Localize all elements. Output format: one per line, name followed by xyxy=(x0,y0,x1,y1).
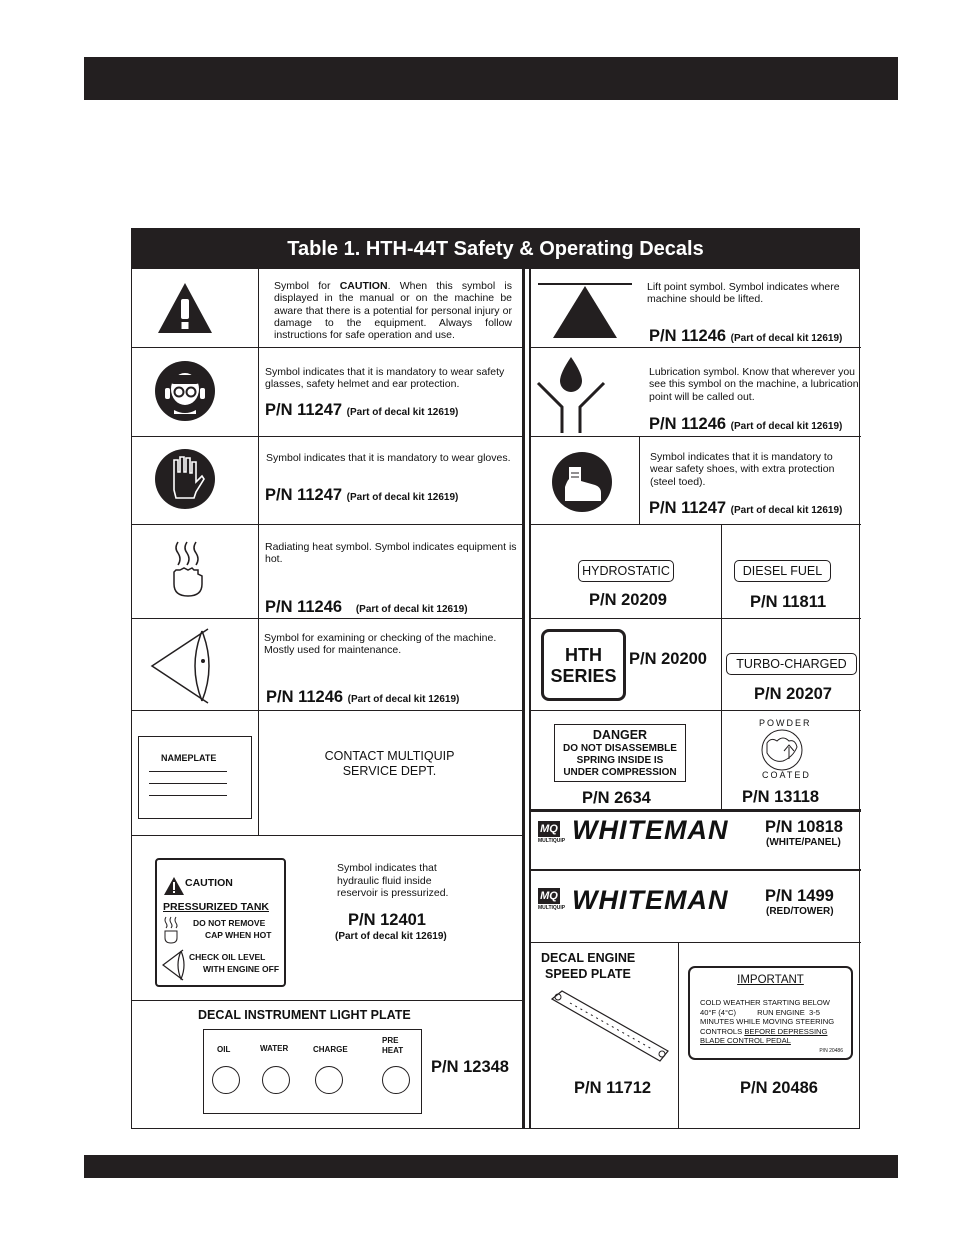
powder-part-number: P/N 13118 xyxy=(742,788,820,806)
gloves-part-number: P/N 11247 (Part of decal kit 12619) xyxy=(265,486,459,504)
exam-part-number: P/N 11246 (Part of decal kit 12619) xyxy=(266,688,460,706)
col-divider xyxy=(639,436,640,524)
shoes-part-number: P/N 11247 (Part of decal kit 12619) xyxy=(649,499,843,517)
heat-small-icon xyxy=(163,916,179,944)
whiteman-wordmark: WHITEMAN xyxy=(572,815,729,845)
water-light xyxy=(262,1066,290,1094)
row-divider xyxy=(531,942,861,943)
powder-bottom-text: COATED xyxy=(762,770,811,780)
instrument-title: DECAL INSTRUMENT LIGHT PLATE xyxy=(198,1008,411,1022)
turbo-charged-decal: TURBO-CHARGED xyxy=(726,653,857,675)
row-divider xyxy=(531,869,861,871)
whiteman-tower-part-number: P/N 1499 xyxy=(765,887,834,905)
mq-logo-icon: MQ xyxy=(538,888,560,904)
charge-light xyxy=(315,1066,343,1094)
heat-part-number: P/N 11246 (Part of decal kit 12619) xyxy=(265,598,468,616)
footer-bar xyxy=(84,1155,898,1178)
eye-small-icon xyxy=(161,948,185,982)
contact-note: CONTACT MULTIQUIP SERVICE DEPT. xyxy=(324,749,455,778)
caution-description: Symbol for CAUTION. When this symbol is displayed in the manual or on the machine be aware that there is a potential for personal injury or damage to the equipment. Always follow instructions for safe operation and use. xyxy=(274,280,512,342)
diesel-part-number: P/N 11811 xyxy=(750,593,827,611)
decals-table xyxy=(131,228,860,1129)
gloves-description: Symbol indicates that it is mandatory to wear gloves. xyxy=(266,452,511,464)
powder-top-text: POWDER xyxy=(759,718,812,728)
tank-kit-note: (Part of decal kit 12619) xyxy=(335,931,447,942)
lift-point-icon xyxy=(538,282,632,340)
speed-plate-part-number: P/N 11712 xyxy=(574,1079,652,1097)
mq-logo-icon: MQ xyxy=(538,821,560,837)
whiteman-tower-sub: (RED/TOWER) xyxy=(766,906,834,917)
caution-triangle-icon xyxy=(156,281,214,335)
important-decal: IMPORTANT COLD WEATHER STARTING BELOW 40°F (4°C) RUN ENGINE 3-5 MINUTES WHILE MOVING STEERING CONTROLS BEFORE DEPRESSING BLADE CONTROL PEDAL P/N 20486 xyxy=(688,966,853,1060)
hydrostatic-decal: HYDROSTATIC xyxy=(578,560,674,582)
important-part-number: P/N 20486 xyxy=(740,1079,818,1097)
gloves-icon xyxy=(154,448,216,510)
ppe-description: Symbol indicates that it is mandatory to wear safety glasses, safety helmet and ear protection. xyxy=(265,366,505,391)
safety-shoes-icon xyxy=(551,451,613,513)
col-divider xyxy=(721,524,722,812)
hth-series-decal: HTH SERIES xyxy=(541,629,626,701)
whiteman-panel-part-number: P/N 10818 xyxy=(765,818,843,836)
mq-logo-sub: MULTIQUIP xyxy=(538,905,566,911)
row-divider xyxy=(531,618,861,619)
examine-eye-icon xyxy=(150,625,212,705)
exam-description: Symbol for examining or checking of the machine. Mostly used for maintenance. xyxy=(264,632,497,657)
row-divider xyxy=(132,1000,522,1001)
lube-description: Lubrication symbol. Know that wherever you see this symbol on the machine, a lubrication point will be called out. xyxy=(649,366,859,403)
table-title: Table 1. HTH-44T Safety & Operating Decals xyxy=(132,229,859,269)
danger-part-number: P/N 2634 xyxy=(582,789,651,807)
col-divider xyxy=(678,942,679,1129)
whiteman-wordmark: WHITEMAN xyxy=(572,885,729,915)
row-divider xyxy=(132,347,522,348)
shoes-description: Symbol indicates that it is mandatory to wear safety shoes, with extra protection (steel toed). xyxy=(650,451,835,488)
row-divider xyxy=(132,710,522,711)
center-divider xyxy=(522,269,525,1129)
center-divider xyxy=(529,269,531,1129)
caution-small-icon xyxy=(163,876,185,896)
row-divider xyxy=(132,524,522,525)
row-divider xyxy=(132,436,522,437)
mq-logo-sub: MULTIQUIP xyxy=(538,838,566,844)
hth-part-number: P/N 20200 xyxy=(629,650,707,668)
preheat-light xyxy=(382,1066,410,1094)
whiteman-panel-sub: (WHITE/PANEL) xyxy=(766,837,841,848)
hydrostatic-part-number: P/N 20209 xyxy=(589,591,667,609)
header-bar xyxy=(84,57,898,100)
important-text: COLD WEATHER STARTING BELOW 40°F (4°C) RUN ENGINE 3-5 MINUTES WHILE MOVING STEERING CONTROLS BEFORE DEPRESSING BLADE CONTROL PEDAL xyxy=(700,998,835,1045)
instrument-part-number: P/N 12348 xyxy=(431,1058,509,1076)
diesel-fuel-decal: DIESEL FUEL xyxy=(734,560,831,582)
tank-part-number: P/N 12401 xyxy=(348,911,426,929)
lube-part-number: P/N 11246 (Part of decal kit 12619) xyxy=(649,415,843,433)
tank-description: Symbol indicates that hydraulic fluid inside reservoir is pressurized. xyxy=(337,862,449,899)
instrument-plate: OIL WATER CHARGE PRE HEAT xyxy=(203,1029,422,1114)
speed-plate-illustration xyxy=(544,987,674,1067)
danger-decal: DANGER DO NOT DISASSEMBLE SPRING INSIDE IS UNDER COMPRESSION xyxy=(554,724,686,782)
radiating-heat-icon xyxy=(170,540,208,598)
row-divider xyxy=(132,835,522,836)
pressurized-tank-decal: CAUTION PRESSURIZED TANK DO NOT REMOVE CAP WHEN HOT CHECK OIL LEVEL WITH ENGINE OFF xyxy=(155,858,286,987)
safety-ppe-icon xyxy=(154,360,216,422)
heat-description: Radiating heat symbol. Symbol indicates equipment is hot. xyxy=(265,541,517,566)
turbo-part-number: P/N 20207 xyxy=(754,685,832,703)
nameplate-label: NAMEPLATE xyxy=(161,753,217,763)
col-divider xyxy=(258,269,259,835)
row-divider xyxy=(132,618,522,619)
lubrication-icon xyxy=(536,353,606,433)
lift-part-number: P/N 11246 (Part of decal kit 12619) xyxy=(649,327,843,345)
ppe-part-number: P/N 11247 (Part of decal kit 12619) xyxy=(265,401,459,419)
row-divider xyxy=(531,347,861,348)
speed-plate-title: DECAL ENGINE SPEED PLATE xyxy=(541,951,636,981)
lift-description: Lift point symbol. Symbol indicates where machine should be lifted. xyxy=(647,281,840,306)
row-divider xyxy=(531,710,861,711)
row-divider xyxy=(531,809,861,812)
nameplate-decal xyxy=(138,736,252,819)
row-divider xyxy=(531,436,861,437)
oil-light xyxy=(212,1066,240,1094)
row-divider xyxy=(531,524,861,525)
